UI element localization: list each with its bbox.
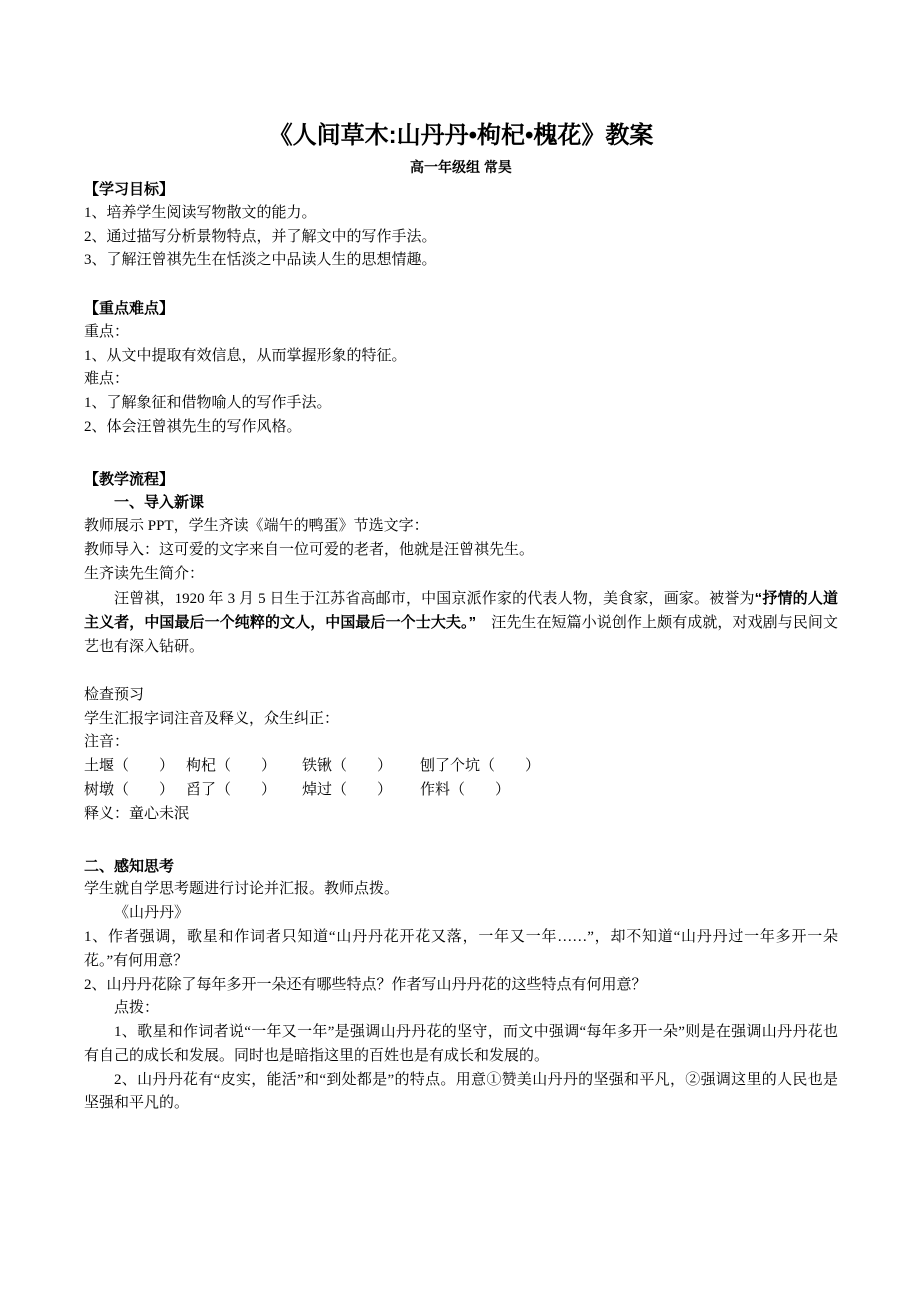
goal-item: 2、通过描写分析景物特点，并了解文中的写作手法。 — [84, 228, 437, 245]
answer: 1、歌星和作词者说“一年又一年”是强调山丹丹花的坚守，而文中强调“每年多开一朵”则是在强调山丹丹花也有自己的成长和发展。同时也是暗指这里的百姓也是有成长和发展的。 — [84, 1024, 838, 1064]
process-line: 生齐读先生简介： — [84, 565, 205, 582]
author-line: 高一年级组 常昊 — [410, 159, 512, 175]
lesson-plan-document — [84, 120, 838, 1116]
question: 1、作者强调，歌星和作词者只知道“山丹丹花开花又落，一年又一年……”，却不知道“山丹丹过一年多开一朵花。”有何用意？ — [84, 928, 838, 969]
preview-heading: 检查预习 — [84, 686, 145, 703]
section1-heading: 一、导入新课 — [114, 494, 205, 512]
goals-heading: 【学习目标】 — [84, 181, 175, 198]
preview-intro: 学生汇报字词注音及释义，众生纠正： — [84, 710, 340, 727]
bio-text: 汪曾祺，1920 年 3 月 5 日生于江苏省高邮市，中国京派作家的代表人物，美食家，画家。被誉为 — [114, 590, 755, 607]
goal-item: 1、培养学生阅读写物散文的能力。 — [84, 204, 317, 221]
pinyin-item: 舀了（ ） — [186, 781, 277, 798]
section2-subtitle: 《山丹丹》 — [114, 905, 190, 922]
pinyin-label: 注音： — [84, 734, 130, 751]
question: 2、山丹丹花除了每年多开一朵还有哪些特点？作者写山丹丹花的这些特点有何用意？ — [84, 976, 647, 993]
hard-item: 2、体会汪曾祺先生的写作风格。 — [84, 418, 302, 435]
answer: 2、山丹丹花有“皮实，能活”和“到处都是”的特点。用意①赞美山丹丹的坚强和平凡，②强调这里的人民也是坚强和平凡的。 — [84, 1071, 838, 1112]
pinyin-row — [84, 779, 838, 803]
process-heading: 【教学流程】 — [84, 470, 175, 488]
pinyin-item: 焯过（ ） — [302, 781, 393, 798]
bio-text-end: 汪先生在短篇小说创作上颇有成就，对戏剧与民间文艺也有深入钻研。 — [84, 615, 838, 656]
pinyin-item: 作料（ ） — [420, 781, 511, 798]
key-item: 1、从文中提取有效信息，从而掌握形象的特征。 — [84, 347, 407, 364]
bio-quote: “抒情的人道主义者，中国最后一个纯粹的文人，中国最后一个士大夫。” — [84, 589, 838, 632]
hard-label: 难点： — [84, 371, 130, 388]
pinyin-item: 铁锹（ ） — [302, 758, 393, 775]
hint-label: 点拨： — [114, 1000, 160, 1017]
key-label: 重点： — [84, 323, 130, 340]
keypoints-heading: 【重点难点】 — [84, 299, 175, 317]
pinyin-item: 树墩（ ） — [84, 781, 175, 798]
section2-intro: 学生就自学思考题进行讨论并汇报。教师点拨。 — [84, 881, 400, 898]
pinyin-row — [84, 755, 838, 779]
meaning-line: 释义：童心未泯 — [84, 805, 190, 822]
pinyin-item: 刨了个坑（ ） — [420, 758, 541, 775]
document-title: 《人间草木:山丹丹•枸杞•槐花》教案 — [268, 122, 654, 149]
goal-item: 3、了解汪曾祺先生在恬淡之中品读人生的思想情趣。 — [84, 252, 437, 269]
author-bio — [84, 587, 838, 660]
process-line: 教师展示 PPT，学生齐读《端午的鸭蛋》节选文字： — [84, 518, 429, 535]
section2-heading: 二、感知思考 — [84, 857, 175, 875]
hard-item: 1、了解象征和借物喻人的写作手法。 — [84, 395, 332, 412]
pinyin-item: 土堰（ ） — [84, 758, 175, 775]
pinyin-item: 枸杞（ ） — [186, 758, 277, 775]
process-line: 教师导入：这可爱的文字来自一位可爱的老者，他就是汪曾祺先生。 — [84, 541, 535, 558]
